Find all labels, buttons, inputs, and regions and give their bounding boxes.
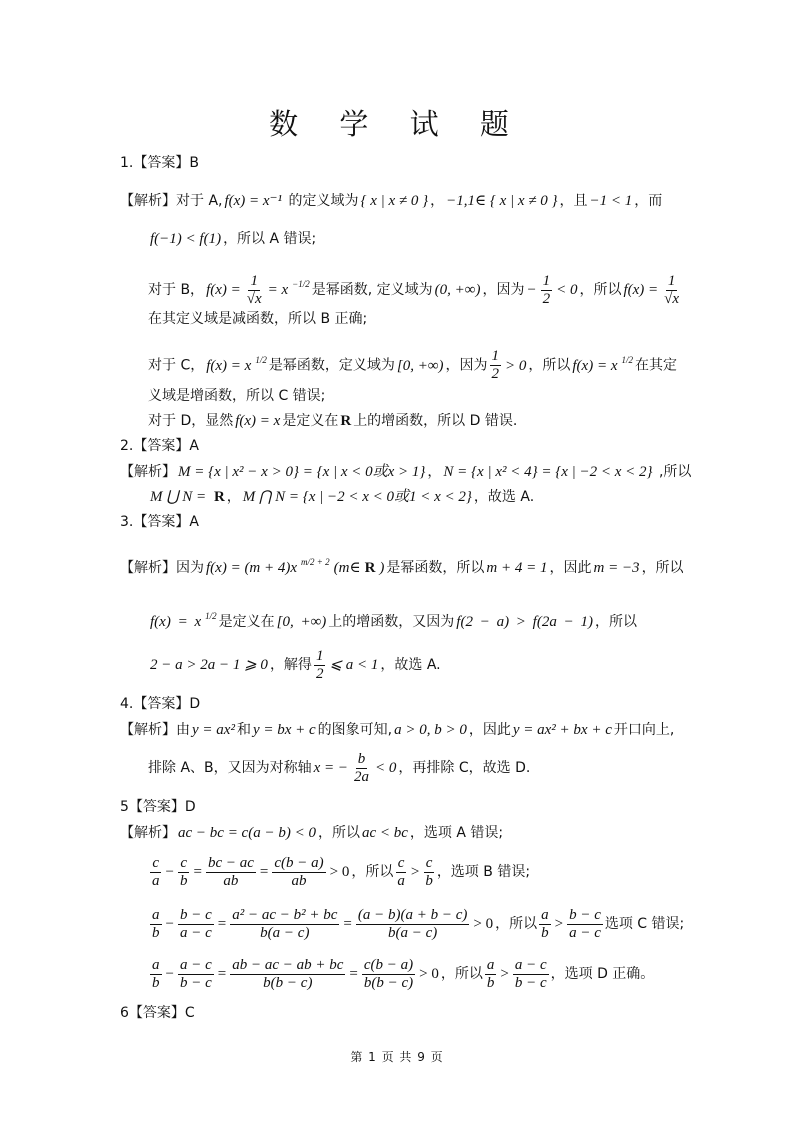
- q3-answer: 3.【答案】A: [120, 514, 199, 530]
- q4-line-2: 排除 A、B，又因为对称轴 x = − $\frac{b}{2a}$ < 0 ，再排除 C，故选 D.: [148, 750, 531, 785]
- q1-line-3: 对于 B， f(x) = $\frac{1}{√x}$ = x $^{-1/2}$ 是幂函数, 定义域为 (0, +∞) ，因为 − $\frac{1}{2}$ < 0 ，所以 f(x) = $\frac{1}{√x}$: [148, 272, 680, 307]
- q3-line-2: f(x) = x $^{1/2}$ 是定义在 [0, +∞) 上的增函数，又因为 f(2 − a) > f(2a − 1) ，所以: [150, 611, 637, 630]
- q1-line-5: 对于 C， f(x) = x $^{1/2}$ 是幂函数，定义域为 [0, +∞) ，因为 $\frac{1}{2}$ > 0 ，所以 f(x) = x $^{1/2}$ 在其定: [148, 348, 678, 382]
- q5-line-3: $\frac{a}{b}$ − $\frac{b - c}{a - c}$ = $\frac{\text{a² − ac − b² + bc}}{b(a - c)}$ = $\frac{(a - b)(a + b - c)}{b(a - c)}$ > 0 ，所以 $\frac{a}{b}$ > $\frac{b - c}{a - c}$ 选项 C 错误;: [152, 906, 685, 941]
- page-footer: 第 1 页 共 9 页: [350, 1050, 444, 1064]
- q1-line-4: 在其定义域是减函数，所以 B 正确;: [148, 311, 368, 327]
- q5-line-1: 【解析】 ac − bc = c(a − b) < 0 ，所以 ac < bc ，选项 A 错误;: [120, 825, 504, 841]
- q4-answer: 4.【答案】D: [120, 696, 201, 712]
- q5-answer: 5【答案】D: [120, 799, 196, 815]
- page-title: 数 学 试 题: [269, 107, 525, 141]
- q4-line-1: 【解析】由 y = ax² 和 y = bx + c 的图象可知, a > 0, b > 0 ，因此 y = ax² + bx + c 开口向上,: [120, 722, 675, 738]
- q2-answer: 2.【答案】A: [120, 438, 199, 454]
- q5-line-4: $\frac{a}{b}$ − $\frac{a - c}{b - c}$ = $\frac{ab - ac - ab + bc}{b(b - c)}$ = $\frac{c(b - a)}{b(b - c)}$ > 0 ，所以 $\frac{a}{b}$ > $\frac{a - c}{b - c}$ ，选项 D 正确。: [152, 956, 655, 991]
- q3-line-3: 2 − a > 2a − 1 ⩾ 0 ，解得 $\frac{1}{2}$ ⩽ a < 1 ，故选 A.: [150, 647, 441, 682]
- q5-line-2: $\frac{c}{a}$ − $\frac{c}{b}$ = $\frac{bc - ac}{ab}$ = $\frac{c(b - a)}{ab}$ > 0 ，所以 $\frac{c}{a}$ > $\frac{c}{b}$ ，选项 B 错误;: [152, 854, 531, 889]
- q2-line-2: M ⋃ N = R ， M ⋂ N = {x | −2 < x < 0或1 < x < 2} ，故选 A.: [150, 489, 535, 505]
- q1-line-1: 【解析】对于 A, f(x) = x⁻¹ 的定义域为 { x | x ≠ 0 } ， −1,1∈ { x | x ≠ 0 } ，且 −1 < 1 ，而: [120, 193, 663, 209]
- q2-line-1: 【解析】 M = {x | x² − x > 0} = {x | x < 0或x > 1} ， N = {x | x² < 4} = {x | −2 < x < 2} ,所以: [120, 464, 692, 480]
- q1-answer: 1.【答案】B: [120, 155, 199, 171]
- q1-line-7: 对于 D，显然 f(x) = x 是定义在 R 上的增函数，所以 D 错误.: [148, 413, 518, 429]
- q1-line-2: f(−1) < f(1) ，所以 A 错误;: [150, 231, 317, 247]
- q1-line-6: 义域是增函数，所以 C 错误;: [148, 388, 326, 404]
- q3-line-1: 【解析】因为 f(x) = (m + 4)x $^{m/2 + 2}$ (m∈ R ) 是幂函数，所以 m + 4 = 1 ，因此 m = −3 ，所以: [120, 557, 684, 576]
- q6-answer: 6【答案】C: [120, 1005, 195, 1021]
